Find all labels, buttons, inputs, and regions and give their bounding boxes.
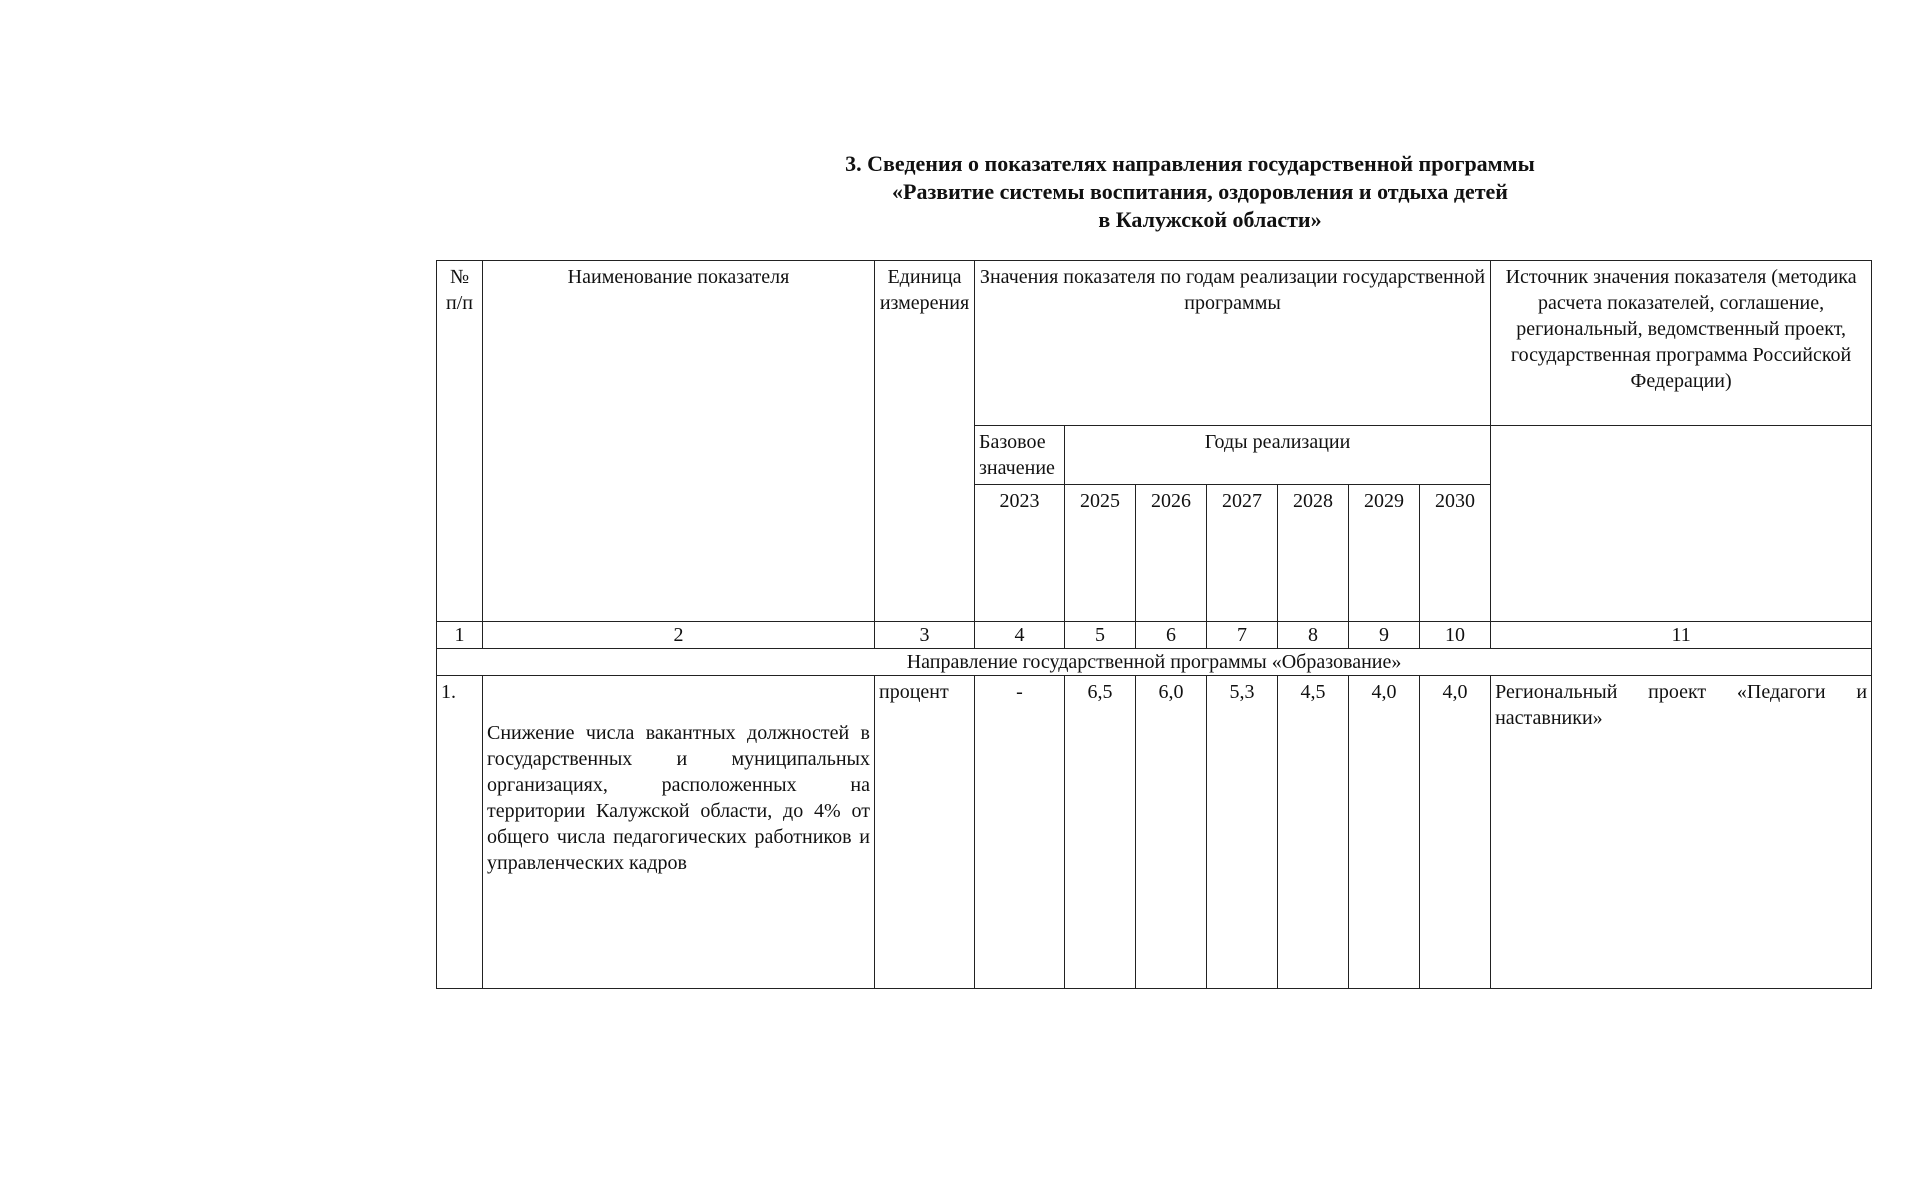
header-base-value: Базовое значение: [975, 426, 1065, 485]
column-number: 4: [975, 622, 1065, 649]
row-value: 6,5: [1065, 676, 1136, 989]
column-number: 5: [1065, 622, 1136, 649]
header-base-year: 2023: [975, 485, 1065, 622]
title-line-1: 3. Сведения о показателях направления государственной программы: [845, 151, 1535, 176]
column-number: 9: [1349, 622, 1420, 649]
row-value: 4,0: [1420, 676, 1491, 989]
row-value: 5,3: [1207, 676, 1278, 989]
column-numbers-row: [437, 622, 1872, 649]
header-year: 2028: [1278, 485, 1349, 622]
row-number: 1.: [437, 676, 483, 989]
header-number: № п/п: [437, 261, 483, 622]
row-value: 4,5: [1278, 676, 1349, 989]
column-number: 7: [1207, 622, 1278, 649]
row-indicator-name: Снижение числа вакантных должностей в государственных и муниципальных организациях, расположенных на территории Калужской области, до 4% от общего числа педагогических работников и управленческих кадров: [483, 676, 875, 989]
column-number: 1: [437, 622, 483, 649]
header-source-blank: [1491, 426, 1872, 622]
direction-heading: Направление государственной программы «Образование»: [437, 649, 1872, 676]
column-number: 6: [1136, 622, 1207, 649]
title-line-2: «Развитие системы воспитания, оздоровления и отдыха детей: [892, 179, 1508, 204]
header-year: 2027: [1207, 485, 1278, 622]
table-row: [437, 676, 1872, 989]
header-year: 2026: [1136, 485, 1207, 622]
header-values-group: Значения показателя по годам реализации государственной программы: [975, 261, 1491, 426]
header-years-group: Годы реализации: [1065, 426, 1491, 485]
header-year: 2030: [1420, 485, 1491, 622]
header-name: Наименование показателя: [483, 261, 875, 622]
column-number: 2: [483, 622, 875, 649]
column-number: 8: [1278, 622, 1349, 649]
column-number: 3: [875, 622, 975, 649]
column-number: 11: [1491, 622, 1872, 649]
column-number: 10: [1420, 622, 1491, 649]
row-source: Региональный проект «Педагоги и наставники»: [1491, 676, 1872, 989]
header-source: Источник значения показателя (методика расчета показателей, соглашение, региональный, ведомственный проект, государственная программа Российской Федерации): [1491, 261, 1872, 426]
indicators-table: [436, 260, 1872, 989]
header-year: 2029: [1349, 485, 1420, 622]
row-value: 4,0: [1349, 676, 1420, 989]
title-line-3: в Калужской области»: [1098, 207, 1322, 232]
header-year: 2025: [1065, 485, 1136, 622]
row-value: 6,0: [1136, 676, 1207, 989]
row-base-value: -: [975, 676, 1065, 989]
header-unit: Единица измерения: [875, 261, 975, 622]
document-title: [700, 150, 1700, 234]
row-unit: процент: [875, 676, 975, 989]
